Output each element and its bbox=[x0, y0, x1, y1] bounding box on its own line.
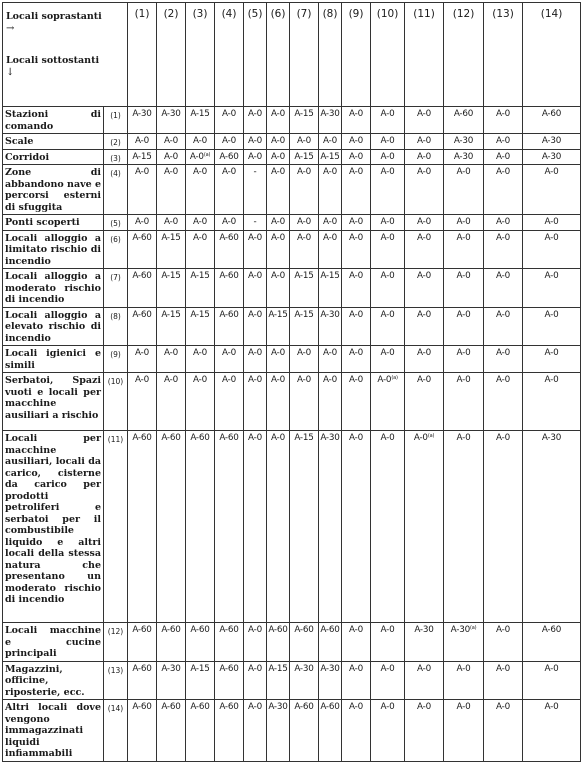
table-row bbox=[3, 149, 581, 165]
table-cell: A-0 bbox=[523, 215, 581, 231]
table-cell: A-0 bbox=[371, 269, 405, 308]
row-number: (13) bbox=[104, 661, 128, 700]
table-cell: A-30 bbox=[523, 149, 581, 165]
table-cell: A-15 bbox=[186, 107, 215, 134]
table-row bbox=[3, 346, 581, 373]
row-number: (5) bbox=[104, 215, 128, 231]
table-cell: A-0 bbox=[484, 230, 523, 269]
table-cell: A-60 bbox=[186, 623, 215, 662]
table-cell: A-30 bbox=[267, 700, 290, 762]
row-number: (3) bbox=[104, 149, 128, 165]
table-row bbox=[3, 307, 581, 346]
table-cell: A-0 bbox=[319, 346, 342, 373]
table-cell: A-0 bbox=[186, 346, 215, 373]
table-cell: A-0 bbox=[444, 215, 484, 231]
table-cell: A-0 bbox=[342, 623, 371, 662]
footnote-marker: (a) bbox=[391, 375, 398, 381]
table-cell: A-0 bbox=[128, 346, 157, 373]
table-cell: A-0$^{(a)}$ bbox=[371, 373, 405, 431]
table-row bbox=[3, 215, 581, 231]
row-label: Scale bbox=[3, 134, 104, 150]
table-cell: A-60 bbox=[523, 107, 581, 134]
corner-bottom-label: Locali sottostanti bbox=[6, 55, 100, 66]
table-cell: A-0 bbox=[157, 373, 186, 431]
table-cell: A-0 bbox=[157, 215, 186, 231]
table-cell: A-0 bbox=[444, 307, 484, 346]
table-cell: A-0 bbox=[157, 134, 186, 150]
table-cell: A-0 bbox=[244, 623, 267, 662]
table-cell: A-0 bbox=[371, 107, 405, 134]
table-cell: A-0 bbox=[342, 346, 371, 373]
table-cell: A-0 bbox=[342, 215, 371, 231]
table-cell: A-0 bbox=[319, 134, 342, 150]
table-cell: A-15 bbox=[319, 269, 342, 308]
table-row bbox=[3, 661, 581, 700]
table-cell: A-0 bbox=[405, 373, 444, 431]
table-cell: A-0 bbox=[319, 165, 342, 215]
table-cell: A-0 bbox=[267, 149, 290, 165]
table-row bbox=[3, 431, 581, 623]
table-cell: A-0 bbox=[523, 307, 581, 346]
table-row bbox=[3, 623, 581, 662]
table-cell: A-0 bbox=[244, 149, 267, 165]
table-cell: A-0 bbox=[444, 373, 484, 431]
table-cell: A-60 bbox=[290, 623, 319, 662]
table-cell: A-30$^{(a)}$ bbox=[444, 623, 484, 662]
table-cell: A-0 bbox=[244, 700, 267, 762]
down-arrow-icon: ↓ bbox=[6, 67, 15, 78]
table-cell: A-0 bbox=[267, 346, 290, 373]
table-cell: A-0 bbox=[371, 346, 405, 373]
table-cell: A-0 bbox=[215, 215, 244, 231]
corner-header bbox=[3, 3, 128, 107]
table-cell: A-15 bbox=[290, 149, 319, 165]
column-header: (3) bbox=[186, 3, 215, 107]
table-cell: A-30 bbox=[128, 107, 157, 134]
table-cell: A-0 bbox=[244, 230, 267, 269]
row-label: Altri locali dove vengono immagazzinati liquidi infiammabili bbox=[3, 700, 104, 762]
table-cell: A-60 bbox=[128, 230, 157, 269]
table-cell: A-0 bbox=[342, 700, 371, 762]
table-cell: A-0 bbox=[405, 269, 444, 308]
table-cell: A-0 bbox=[484, 165, 523, 215]
table-cell: A-0 bbox=[371, 431, 405, 623]
table-cell: A-0 bbox=[444, 230, 484, 269]
row-number: (8) bbox=[104, 307, 128, 346]
column-header: (6) bbox=[267, 3, 290, 107]
table-cell: A-0 bbox=[484, 661, 523, 700]
table-cell: A-30 bbox=[319, 661, 342, 700]
table-cell: A-0 bbox=[484, 307, 523, 346]
row-number: (7) bbox=[104, 269, 128, 308]
column-header: (14) bbox=[523, 3, 581, 107]
table-cell: A-60 bbox=[157, 623, 186, 662]
table-cell: A-0 bbox=[290, 165, 319, 215]
table-cell: A-0 bbox=[405, 165, 444, 215]
table-cell: A-0 bbox=[244, 346, 267, 373]
table-cell: A-0 bbox=[371, 700, 405, 762]
right-arrow-icon: → bbox=[6, 23, 15, 34]
table-cell: A-15 bbox=[157, 307, 186, 346]
row-label: Magazzini, officine, riposterie, ecc. bbox=[3, 661, 104, 700]
table-cell: A-0 bbox=[342, 107, 371, 134]
row-number: (9) bbox=[104, 346, 128, 373]
table-cell: A-0$^{(a)}$ bbox=[405, 431, 444, 623]
table-body bbox=[3, 107, 581, 762]
table-cell: A-0 bbox=[523, 661, 581, 700]
table-cell: A-0 bbox=[371, 134, 405, 150]
table-cell: A-0 bbox=[244, 269, 267, 308]
table-cell: A-0 bbox=[484, 373, 523, 431]
table-cell: A-30 bbox=[319, 107, 342, 134]
table-cell: A-0 bbox=[342, 661, 371, 700]
table-cell: A-15 bbox=[186, 307, 215, 346]
row-number: (2) bbox=[104, 134, 128, 150]
row-label: Locali alloggio a limitato rischio di incendio bbox=[3, 230, 104, 269]
table-cell: A-60 bbox=[319, 623, 342, 662]
table-cell: A-0 bbox=[371, 215, 405, 231]
row-label: Locali per macchine ausiliari, locali da carico, cisterne da carico per prodotti petroliferi e serbatoi per il combustibile liquido e altri locali della stessa natura che presentano un moderato rischio di incendio bbox=[3, 431, 104, 623]
table-cell: A-0 bbox=[484, 623, 523, 662]
table-cell: A-0 bbox=[405, 149, 444, 165]
table-cell: A-60 bbox=[215, 623, 244, 662]
table-cell: A-0 bbox=[371, 165, 405, 215]
row-number: (10) bbox=[104, 373, 128, 431]
table-cell: A-0 bbox=[444, 431, 484, 623]
table-cell: A-0 bbox=[215, 134, 244, 150]
table-cell: A-15 bbox=[290, 431, 319, 623]
table-cell: A-0 bbox=[371, 149, 405, 165]
table-cell: A-30 bbox=[319, 431, 342, 623]
row-label: Ponti scoperti bbox=[3, 215, 104, 231]
table-cell: A-60 bbox=[186, 431, 215, 623]
table-cell: A-0 bbox=[267, 269, 290, 308]
table-cell: A-0 bbox=[484, 215, 523, 231]
table-cell: A-0 bbox=[128, 134, 157, 150]
table-cell: A-0$^{(a)}$ bbox=[186, 149, 215, 165]
column-header: (1) bbox=[128, 3, 157, 107]
table-cell: A-0 bbox=[267, 134, 290, 150]
table-row bbox=[3, 107, 581, 134]
table-cell: A-0 bbox=[342, 149, 371, 165]
table-cell: A-60 bbox=[128, 307, 157, 346]
row-label: Locali alloggio a elevato rischio di incendio bbox=[3, 307, 104, 346]
table-cell: A-0 bbox=[444, 269, 484, 308]
table-cell: A-0 bbox=[484, 431, 523, 623]
table-cell: A-0 bbox=[405, 230, 444, 269]
table-cell: A-30 bbox=[290, 661, 319, 700]
table-cell: A-60 bbox=[444, 107, 484, 134]
table-cell: A-15 bbox=[290, 269, 319, 308]
table-cell: A-60 bbox=[128, 623, 157, 662]
footnote-marker: (a) bbox=[427, 433, 435, 439]
table-cell: A-0 bbox=[290, 215, 319, 231]
table-cell: A-0 bbox=[523, 230, 581, 269]
table-cell: A-0 bbox=[523, 165, 581, 215]
table-row bbox=[3, 230, 581, 269]
table-cell: A-0 bbox=[128, 215, 157, 231]
table-cell: A-30 bbox=[319, 307, 342, 346]
table-cell: A-0 bbox=[157, 149, 186, 165]
header-row bbox=[3, 3, 581, 107]
table-cell: A-0 bbox=[244, 431, 267, 623]
row-label: Zone di abbandono nave e percorsi esterni di sfuggita bbox=[3, 165, 104, 215]
table-cell: A-60 bbox=[215, 149, 244, 165]
row-number: (1) bbox=[104, 107, 128, 134]
table-cell: A-15 bbox=[267, 307, 290, 346]
table-cell: A-0 bbox=[157, 346, 186, 373]
table-cell: A-0 bbox=[342, 134, 371, 150]
row-number: (6) bbox=[104, 230, 128, 269]
table-cell: A-0 bbox=[128, 373, 157, 431]
table-cell: A-30 bbox=[444, 149, 484, 165]
table-cell: A-0 bbox=[523, 700, 581, 762]
footnote-marker: (a) bbox=[203, 151, 211, 158]
table-row bbox=[3, 700, 581, 762]
row-label: Locali igienici e simili bbox=[3, 346, 104, 373]
table-cell: A-0 bbox=[267, 230, 290, 269]
table-cell: A-15 bbox=[290, 107, 319, 134]
table-cell: A-0 bbox=[290, 373, 319, 431]
row-number: (12) bbox=[104, 623, 128, 662]
table-cell: A-0 bbox=[444, 700, 484, 762]
table-cell: A-0 bbox=[484, 269, 523, 308]
table-cell: A-0 bbox=[244, 107, 267, 134]
table-cell: A-60 bbox=[128, 431, 157, 623]
table-cell: A-60 bbox=[319, 700, 342, 762]
column-header: (10) bbox=[371, 3, 405, 107]
row-label: Stazioni di comando bbox=[3, 107, 104, 134]
fire-integrity-table bbox=[2, 2, 581, 762]
table-cell: A-0 bbox=[405, 346, 444, 373]
table-cell: A-0 bbox=[319, 373, 342, 431]
table-row bbox=[3, 269, 581, 308]
table-cell: A-15 bbox=[128, 149, 157, 165]
table-cell: A-0 bbox=[405, 700, 444, 762]
table-cell: A-60 bbox=[157, 431, 186, 623]
table-cell: A-15 bbox=[157, 269, 186, 308]
table-cell: A-0 bbox=[267, 165, 290, 215]
table-cell: A-0 bbox=[290, 134, 319, 150]
table-cell: A-0 bbox=[342, 373, 371, 431]
table-cell: A-60 bbox=[215, 269, 244, 308]
table-cell: A-0 bbox=[215, 107, 244, 134]
table-cell: A-0 bbox=[290, 346, 319, 373]
table-cell: A-0 bbox=[128, 165, 157, 215]
table-cell: A-0 bbox=[319, 230, 342, 269]
table-cell: A-15 bbox=[290, 307, 319, 346]
table-cell: A-15 bbox=[267, 661, 290, 700]
table-cell: A-0 bbox=[405, 107, 444, 134]
table-cell: A-0 bbox=[523, 346, 581, 373]
table-cell: A-0 bbox=[186, 134, 215, 150]
table-cell: A-0 bbox=[186, 373, 215, 431]
table-cell: A-60 bbox=[215, 307, 244, 346]
table-cell: A-60 bbox=[157, 700, 186, 762]
table-row bbox=[3, 165, 581, 215]
table-row bbox=[3, 373, 581, 431]
table-cell: A-0 bbox=[244, 373, 267, 431]
table-cell: A-15 bbox=[186, 269, 215, 308]
table-row bbox=[3, 134, 581, 150]
table-cell: A-0 bbox=[186, 215, 215, 231]
column-header: (4) bbox=[215, 3, 244, 107]
table-cell: A-15 bbox=[186, 661, 215, 700]
table-cell: A-0 bbox=[405, 307, 444, 346]
row-label: Corridoi bbox=[3, 149, 104, 165]
table-cell: A-0 bbox=[290, 230, 319, 269]
table-cell: A-60 bbox=[186, 700, 215, 762]
table-cell: A-0 bbox=[267, 431, 290, 623]
table-cell: A-0 bbox=[371, 661, 405, 700]
table-cell: A-0 bbox=[444, 165, 484, 215]
corner-top-label: Locali soprastanti bbox=[6, 11, 102, 22]
column-header: (8) bbox=[319, 3, 342, 107]
table-cell: A-0 bbox=[342, 431, 371, 623]
table-cell: A-0 bbox=[371, 307, 405, 346]
table-cell: A-15 bbox=[319, 149, 342, 165]
row-number: (4) bbox=[104, 165, 128, 215]
table-cell: A-0 bbox=[484, 134, 523, 150]
table-cell: A-0 bbox=[523, 373, 581, 431]
table-cell: A-60 bbox=[128, 269, 157, 308]
table-cell: A-60 bbox=[523, 623, 581, 662]
column-header: (12) bbox=[444, 3, 484, 107]
table-cell: A-0 bbox=[342, 165, 371, 215]
table-cell: A-30 bbox=[157, 107, 186, 134]
table-cell: A-0 bbox=[444, 346, 484, 373]
table-cell: A-0 bbox=[342, 230, 371, 269]
table-cell: A-60 bbox=[215, 431, 244, 623]
table-cell: A-0 bbox=[371, 230, 405, 269]
table-cell: A-60 bbox=[215, 661, 244, 700]
table-cell: A-0 bbox=[186, 230, 215, 269]
table-cell: A-0 bbox=[215, 346, 244, 373]
table-cell: A-0 bbox=[267, 373, 290, 431]
table-cell: A-0 bbox=[157, 165, 186, 215]
table-cell: A-30 bbox=[405, 623, 444, 662]
row-number: (14) bbox=[104, 700, 128, 762]
table-cell: A-0 bbox=[244, 134, 267, 150]
table-cell: A-0 bbox=[186, 165, 215, 215]
column-header: (9) bbox=[342, 3, 371, 107]
table-cell: A-60 bbox=[215, 230, 244, 269]
table-cell: - bbox=[244, 165, 267, 215]
table-cell: A-60 bbox=[290, 700, 319, 762]
table-cell: A-0 bbox=[215, 165, 244, 215]
column-header: (5) bbox=[244, 3, 267, 107]
table-cell: A-0 bbox=[342, 269, 371, 308]
table-cell: A-0 bbox=[405, 134, 444, 150]
row-number: (11) bbox=[104, 431, 128, 623]
table-cell: A-0 bbox=[267, 107, 290, 134]
column-header: (13) bbox=[484, 3, 523, 107]
column-header: (11) bbox=[405, 3, 444, 107]
table-cell: A-0 bbox=[484, 107, 523, 134]
column-header: (2) bbox=[157, 3, 186, 107]
column-header: (7) bbox=[290, 3, 319, 107]
table-cell: A-0 bbox=[405, 661, 444, 700]
table-cell: A-30 bbox=[444, 134, 484, 150]
table-cell: A-0 bbox=[319, 215, 342, 231]
table-cell: A-30 bbox=[523, 431, 581, 623]
table-cell: - bbox=[244, 215, 267, 231]
table-cell: A-0 bbox=[244, 661, 267, 700]
row-label: Locali alloggio a moderato rischio di incendio bbox=[3, 269, 104, 308]
row-label: Locali macchine e cucine principali bbox=[3, 623, 104, 662]
table-cell: A-0 bbox=[523, 269, 581, 308]
table-cell: A-0 bbox=[371, 623, 405, 662]
table-cell: A-0 bbox=[405, 215, 444, 231]
footnote-marker: (a) bbox=[470, 625, 477, 631]
table-cell: A-0 bbox=[484, 346, 523, 373]
table-cell: A-60 bbox=[215, 700, 244, 762]
table-cell: A-60 bbox=[128, 700, 157, 762]
table-cell: A-0 bbox=[267, 215, 290, 231]
table-cell: A-0 bbox=[484, 700, 523, 762]
table-cell: A-0 bbox=[215, 373, 244, 431]
table-cell: A-0 bbox=[484, 149, 523, 165]
table-cell: A-60 bbox=[128, 661, 157, 700]
table-cell: A-0 bbox=[444, 661, 484, 700]
table-cell: A-15 bbox=[157, 230, 186, 269]
row-label: Serbatoi, Spazi vuoti e locali per macchine ausiliari a rischio bbox=[3, 373, 104, 431]
table-cell: A-0 bbox=[244, 307, 267, 346]
table-cell: A-60 bbox=[267, 623, 290, 662]
table-cell: A-30 bbox=[157, 661, 186, 700]
table-cell: A-0 bbox=[342, 307, 371, 346]
table-cell: A-30 bbox=[523, 134, 581, 150]
